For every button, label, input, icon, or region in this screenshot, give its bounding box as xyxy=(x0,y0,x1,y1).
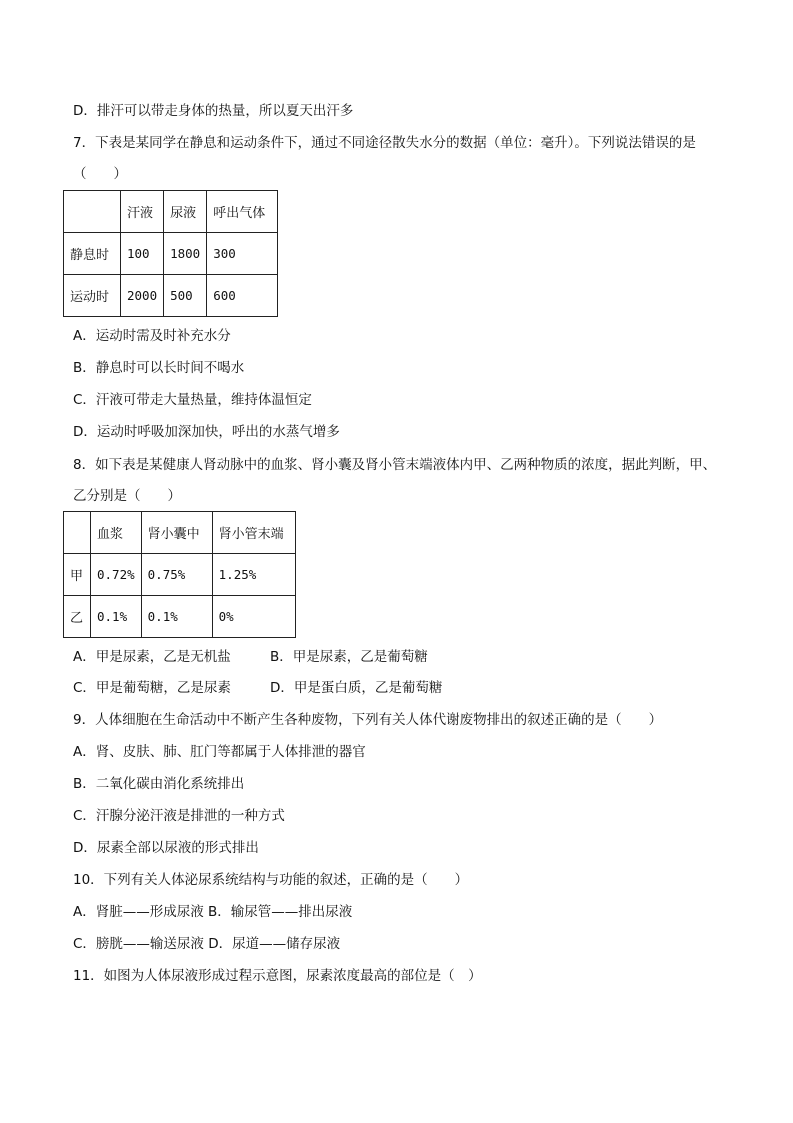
table-cell: 肾小囊中 xyxy=(141,512,212,554)
table-cell: 500 xyxy=(164,275,207,317)
table-cell: 0.1% xyxy=(141,596,212,638)
q8-option-d: D．甲是蛋白质，乙是葡萄糖 xyxy=(270,680,443,696)
table-cell: 300 xyxy=(207,233,278,275)
q8-option-b: B．甲是尿素，乙是葡萄糖 xyxy=(270,649,428,665)
table-header-row xyxy=(64,512,296,554)
table-cell: 0.72% xyxy=(91,554,142,596)
table-cell: 0% xyxy=(212,596,295,638)
q7-paren: （ ） xyxy=(73,166,127,182)
q7-option-a: A．运动时需及时补充水分 xyxy=(73,328,231,344)
table-cell: 0.1% xyxy=(91,596,142,638)
table-cell: 0.75% xyxy=(141,554,212,596)
q9-option-c: C．汗腺分泌汗液是排泄的一种方式 xyxy=(73,808,285,824)
table-cell: 1800 xyxy=(164,233,207,275)
table-row xyxy=(64,596,296,638)
q6-option-d: D．排汗可以带走身体的热量，所以夏天出汗多 xyxy=(73,103,354,119)
q10-options-ab: A．肾脏——形成尿液 B．输尿管——排出尿液 xyxy=(73,904,353,920)
q8-option-row-2 xyxy=(73,678,443,698)
q7-table xyxy=(63,190,278,317)
table-cell: 100 xyxy=(121,233,164,275)
q8-stem: 8．如下表是某健康人肾动脉中的血浆、肾小囊及肾小管末端液体内甲、乙两种物质的浓度，据此判断，甲、 xyxy=(73,457,717,473)
q10-stem: 10．下列有关人体泌尿系统结构与功能的叙述，正确的是（ ） xyxy=(73,872,469,888)
q7-option-d: D．运动时呼吸加深加快，呼出的水蒸气增多 xyxy=(73,424,340,440)
q8-option-row-1 xyxy=(73,647,428,667)
q7-stem: 7．下表是某同学在静息和运动条件下，通过不同途径散失水分的数据（单位：毫升）。下列说法错误的是 xyxy=(73,135,696,151)
table-cell: 600 xyxy=(207,275,278,317)
table-cell: 甲 xyxy=(64,554,91,596)
table-cell: 血浆 xyxy=(91,512,142,554)
table-row xyxy=(64,275,278,317)
q7-option-c: C．汗液可带走大量热量，维持体温恒定 xyxy=(73,392,312,408)
table-cell: 肾小管末端 xyxy=(212,512,295,554)
table-cell: 呼出气体 xyxy=(207,191,278,233)
q8-stem-cont: 乙分别是（ ） xyxy=(73,488,181,504)
q8-option-a: A．甲是尿素，乙是无机盐 xyxy=(73,649,231,665)
q9-option-b: B．二氧化碳由消化系统排出 xyxy=(73,776,245,792)
table-cell: 静息时 xyxy=(64,233,121,275)
q11-stem: 11．如图为人体尿液形成过程示意图，尿素浓度最高的部位是（ ） xyxy=(73,968,482,984)
table-header-row xyxy=(64,191,278,233)
q7-option-b: B．静息时可以长时间不喝水 xyxy=(73,360,245,376)
table-cell xyxy=(64,191,121,233)
table-cell: 乙 xyxy=(64,596,91,638)
table-row xyxy=(64,554,296,596)
table-cell: 尿液 xyxy=(164,191,207,233)
q8-table xyxy=(63,511,296,638)
table-cell: 运动时 xyxy=(64,275,121,317)
table-cell: 汗液 xyxy=(121,191,164,233)
table-cell: 2000 xyxy=(121,275,164,317)
q8-option-c: C．甲是葡萄糖，乙是尿素 xyxy=(73,680,231,696)
table-row xyxy=(64,233,278,275)
q9-option-a: A．肾、皮肤、肺、肛门等都属于人体排泄的器官 xyxy=(73,744,366,760)
q10-options-cd: C．膀胱——输送尿液 D．尿道——储存尿液 xyxy=(73,936,341,952)
table-cell xyxy=(64,512,91,554)
table-cell: 1.25% xyxy=(212,554,295,596)
q9-stem: 9．人体细胞在生命活动中不断产生各种废物，下列有关人体代谢废物排出的叙述正确的是（ ） xyxy=(73,712,663,728)
q9-option-d: D．尿素全部以尿液的形式排出 xyxy=(73,840,259,856)
